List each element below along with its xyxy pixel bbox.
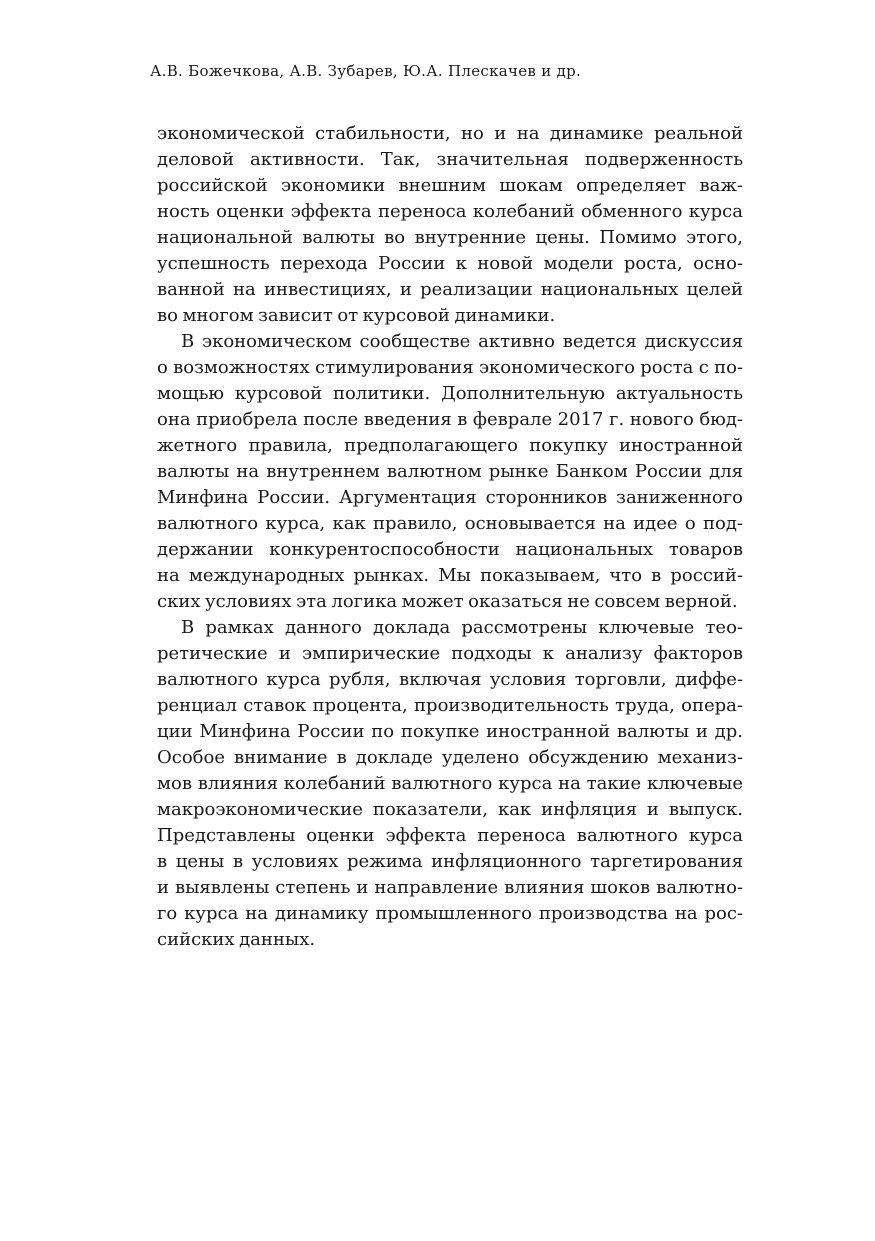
text-line: макроэкономические показатели, как инфляция и выпуск. xyxy=(157,799,743,820)
text-line: В экономическом сообществе активно ведется дискуссия xyxy=(181,331,743,352)
text-line: российской экономики внешним шокам определяет важ- xyxy=(157,175,743,196)
text-line: о возможностях стимулирования экономического роста с по- xyxy=(157,357,743,378)
text-line: на международных рынках. Мы показываем, что в россий- xyxy=(157,565,743,586)
running-head-authors: А.В. Божечкова, А.В. Зубарев, Ю.А. Плескачев и др. xyxy=(150,62,582,80)
text-line: в цены в условиях режима инфляционного таргетирования xyxy=(157,851,743,872)
text-line: валютного курса рубля, включая условия торговли, диффе- xyxy=(157,669,743,690)
text-line: успешность перехода России к новой модели роста, осно- xyxy=(157,253,743,274)
text-line: Минфина России. Аргументация сторонников заниженного xyxy=(157,487,743,508)
text-line: ских условиях эта логика может оказаться не совсем верной. xyxy=(157,591,738,612)
text-line: Представлены оценки эффекта переноса валютного курса xyxy=(157,825,743,846)
text-line: ретические и эмпирические подходы к анализу факторов xyxy=(157,643,743,664)
text-line: ность оценки эффекта переноса колебаний обменного курса xyxy=(157,201,743,222)
text-line: деловой активности. Так, значительная подверженность xyxy=(157,149,743,170)
text-line: и выявлены степень и направление влияния шоков валютно- xyxy=(157,877,743,898)
text-line: ции Минфина России по покупке иностранной валюты и др. xyxy=(157,721,743,742)
paragraph-3 xyxy=(157,615,743,953)
text-line: валюты на внутреннем валютном рынке Банком России для xyxy=(157,461,743,482)
text-line: валютного курса, как правило, основывается на идее о под- xyxy=(157,513,743,534)
text-line: во многом зависит от курсовой динамики. xyxy=(157,305,556,326)
body-text xyxy=(157,121,743,953)
text-line: ванной на инвестициях, и реализации национальных целей xyxy=(157,279,743,300)
paragraph-2 xyxy=(157,329,743,615)
text-line: го курса на динамику промышленного производства на рос- xyxy=(157,903,743,924)
text-line: сийских данных. xyxy=(157,929,316,950)
paragraph-1 xyxy=(157,121,743,329)
text-line: В рамках данного доклада рассмотрены ключевые тео- xyxy=(181,617,743,638)
text-line: она приобрела после введения в феврале 2017 г. нового бюд- xyxy=(157,409,743,430)
text-line: ренциал ставок процента, производительность труда, опера- xyxy=(157,695,743,716)
text-line: национальной валюты во внутренние цены. Помимо этого, xyxy=(157,227,743,248)
text-line: держании конкурентоспособности национальных товаров xyxy=(157,539,743,560)
text-line: мощью курсовой политики. Дополнительную актуальность xyxy=(157,383,743,404)
text-line: мов влияния колебаний валютного курса на такие ключевые xyxy=(157,773,743,794)
text-line: жетного правила, предполагающего покупку иностранной xyxy=(157,435,743,456)
text-line: экономической стабильности, но и на динамике реальной xyxy=(157,123,743,144)
text-line: Особое внимание в докладе уделено обсуждению механиз- xyxy=(157,747,743,768)
